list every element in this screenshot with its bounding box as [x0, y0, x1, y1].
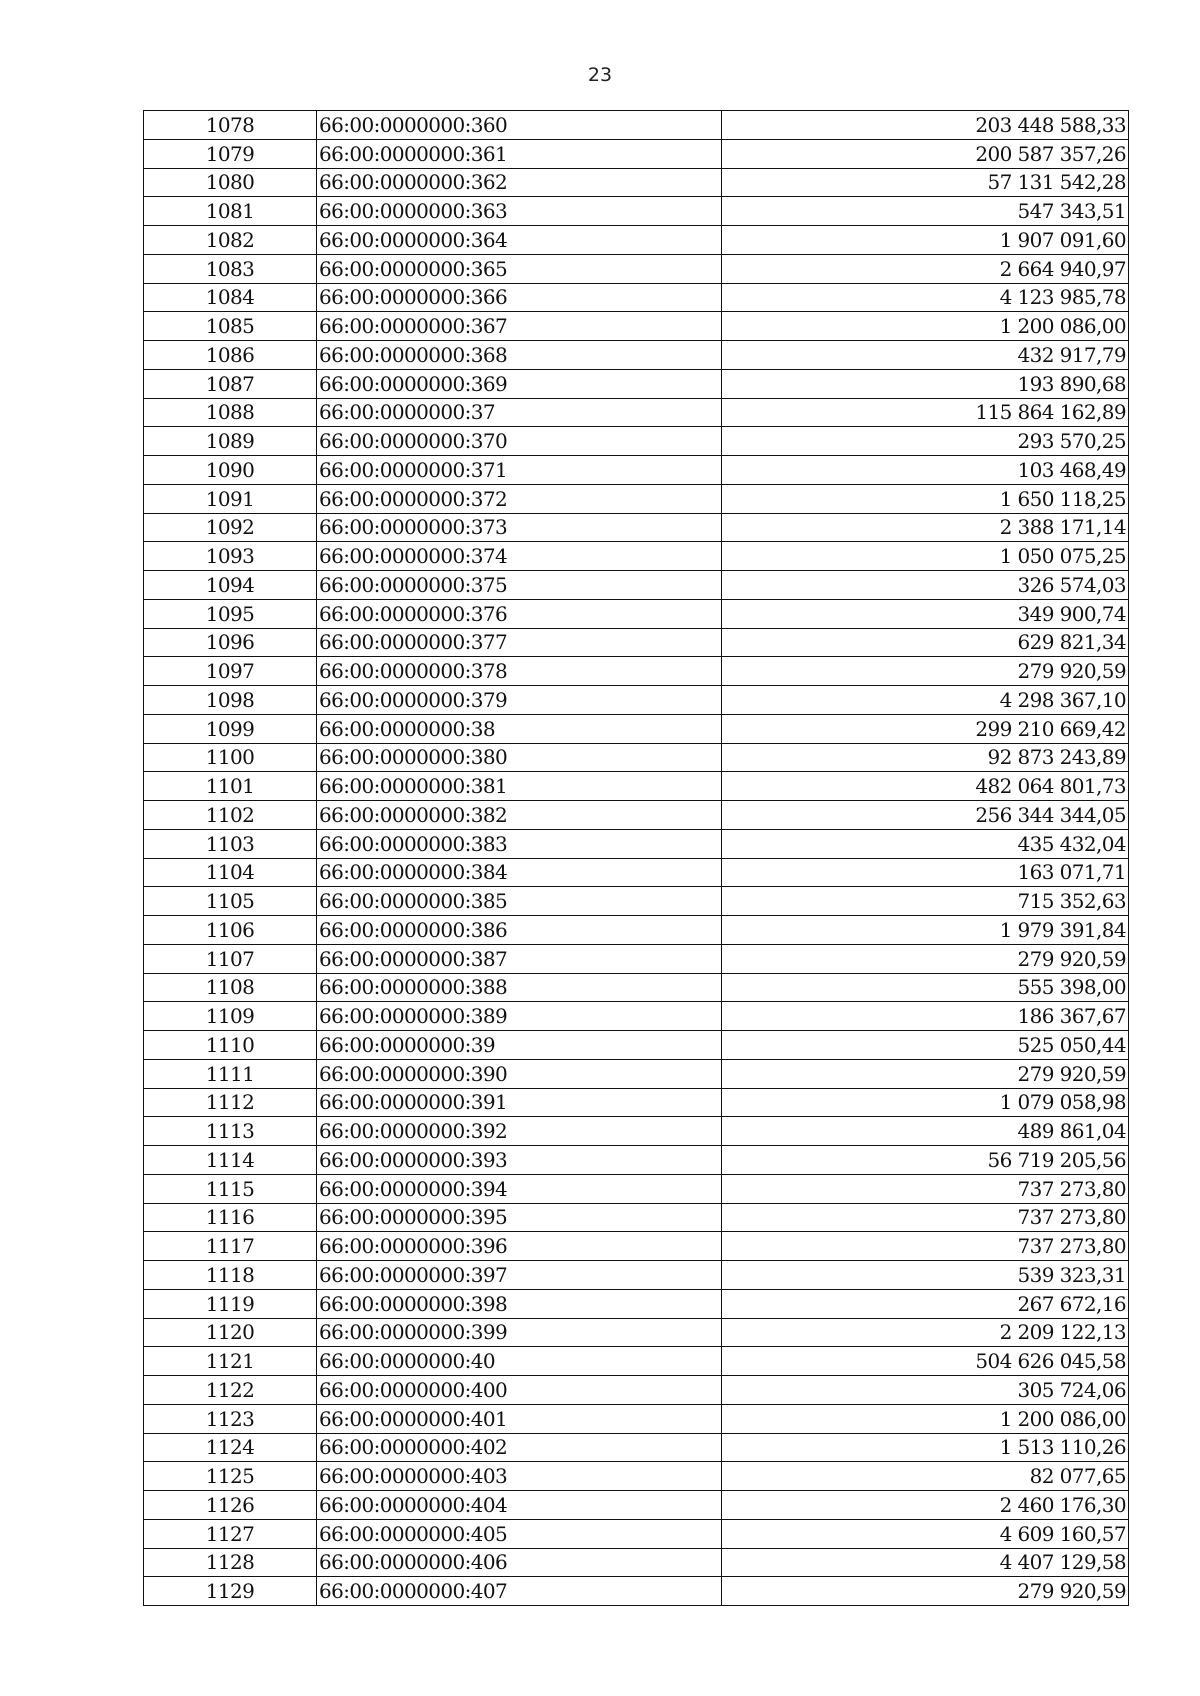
row-number-cell: 1128	[144, 1548, 317, 1577]
cadastral-value-cell: 2 209 122,13	[722, 1318, 1129, 1347]
row-number-cell: 1104	[144, 858, 317, 887]
cadastral-number-cell: 66:00:0000000:381	[317, 772, 722, 801]
cadastral-number-cell: 66:00:0000000:396	[317, 1232, 722, 1261]
cadastral-number-cell: 66:00:0000000:376	[317, 599, 722, 628]
cadastral-value-cell: 2 460 176,30	[722, 1491, 1129, 1520]
row-number-cell: 1123	[144, 1404, 317, 1433]
table-row	[144, 973, 1129, 1002]
cadastral-value-cell: 163 071,71	[722, 858, 1129, 887]
row-number-cell: 1126	[144, 1491, 317, 1520]
cadastral-value-cell: 92 873 243,89	[722, 743, 1129, 772]
row-number-cell: 1101	[144, 772, 317, 801]
cadastral-value-cell: 715 352,63	[722, 887, 1129, 916]
row-number-cell: 1117	[144, 1232, 317, 1261]
cadastral-number-cell: 66:00:0000000:403	[317, 1462, 722, 1491]
row-number-cell: 1087	[144, 369, 317, 398]
cadastral-value-cell: 1 200 086,00	[722, 312, 1129, 341]
cadastral-number-cell: 66:00:0000000:380	[317, 743, 722, 772]
cadastral-value-cell: 504 626 045,58	[722, 1347, 1129, 1376]
table-row	[144, 1548, 1129, 1577]
cadastral-value-cell: 305 724,06	[722, 1376, 1129, 1405]
row-number-cell: 1093	[144, 542, 317, 571]
row-number-cell: 1129	[144, 1577, 317, 1606]
cadastral-number-cell: 66:00:0000000:385	[317, 887, 722, 916]
cadastral-number-cell: 66:00:0000000:401	[317, 1404, 722, 1433]
cadastral-value-cell: 256 344 344,05	[722, 801, 1129, 830]
table-row	[144, 1203, 1129, 1232]
cadastral-number-cell: 66:00:0000000:372	[317, 484, 722, 513]
cadastral-number-cell: 66:00:0000000:405	[317, 1519, 722, 1548]
table-row	[144, 772, 1129, 801]
cadastral-value-cell: 115 864 162,89	[722, 398, 1129, 427]
table-row	[144, 1117, 1129, 1146]
table-row	[144, 1519, 1129, 1548]
row-number-cell: 1096	[144, 628, 317, 657]
row-number-cell: 1095	[144, 599, 317, 628]
cadastral-value-cell: 1 200 086,00	[722, 1404, 1129, 1433]
row-number-cell: 1107	[144, 944, 317, 973]
table-row	[144, 1289, 1129, 1318]
row-number-cell: 1111	[144, 1059, 317, 1088]
cadastral-number-cell: 66:00:0000000:393	[317, 1146, 722, 1175]
cadastral-number-cell: 66:00:0000000:360	[317, 111, 722, 140]
table-row	[144, 398, 1129, 427]
row-number-cell: 1082	[144, 226, 317, 255]
cadastral-value-cell: 737 273,80	[722, 1232, 1129, 1261]
cadastral-number-cell: 66:00:0000000:383	[317, 829, 722, 858]
row-number-cell: 1092	[144, 513, 317, 542]
table-row	[144, 801, 1129, 830]
table-row	[144, 1433, 1129, 1462]
cadastral-number-cell: 66:00:0000000:382	[317, 801, 722, 830]
row-number-cell: 1100	[144, 743, 317, 772]
cadastral-value-table	[143, 110, 1129, 1606]
cadastral-number-cell: 66:00:0000000:392	[317, 1117, 722, 1146]
row-number-cell: 1120	[144, 1318, 317, 1347]
cadastral-number-cell: 66:00:0000000:367	[317, 312, 722, 341]
row-number-cell: 1113	[144, 1117, 317, 1146]
cadastral-number-cell: 66:00:0000000:386	[317, 916, 722, 945]
cadastral-value-cell: 629 821,34	[722, 628, 1129, 657]
table-row	[144, 1261, 1129, 1290]
cadastral-number-cell: 66:00:0000000:404	[317, 1491, 722, 1520]
cadastral-number-cell: 66:00:0000000:391	[317, 1088, 722, 1117]
table-row	[144, 1031, 1129, 1060]
cadastral-value-cell: 203 448 588,33	[722, 111, 1129, 140]
cadastral-number-cell: 66:00:0000000:388	[317, 973, 722, 1002]
table-row	[144, 1232, 1129, 1261]
row-number-cell: 1084	[144, 283, 317, 312]
row-number-cell: 1121	[144, 1347, 317, 1376]
cadastral-number-cell: 66:00:0000000:374	[317, 542, 722, 571]
row-number-cell: 1124	[144, 1433, 317, 1462]
cadastral-number-cell: 66:00:0000000:402	[317, 1433, 722, 1462]
table-row	[144, 657, 1129, 686]
page-number: 23	[587, 64, 613, 86]
table-row	[144, 1318, 1129, 1347]
cadastral-number-cell: 66:00:0000000:37	[317, 398, 722, 427]
cadastral-number-cell: 66:00:0000000:361	[317, 139, 722, 168]
table-row	[144, 542, 1129, 571]
table-row	[144, 686, 1129, 715]
cadastral-number-cell: 66:00:0000000:387	[317, 944, 722, 973]
cadastral-value-cell: 2 664 940,97	[722, 254, 1129, 283]
table-row	[144, 1404, 1129, 1433]
cadastral-number-cell: 66:00:0000000:394	[317, 1174, 722, 1203]
row-number-cell: 1098	[144, 686, 317, 715]
table-row	[144, 513, 1129, 542]
cadastral-number-cell: 66:00:0000000:379	[317, 686, 722, 715]
cadastral-value-cell: 525 050,44	[722, 1031, 1129, 1060]
table-body	[144, 111, 1129, 1606]
cadastral-value-cell: 200 587 357,26	[722, 139, 1129, 168]
row-number-cell: 1103	[144, 829, 317, 858]
cadastral-value-cell: 349 900,74	[722, 599, 1129, 628]
row-number-cell: 1116	[144, 1203, 317, 1232]
table-row	[144, 1347, 1129, 1376]
row-number-cell: 1105	[144, 887, 317, 916]
table-row	[144, 197, 1129, 226]
row-number-cell: 1078	[144, 111, 317, 140]
row-number-cell: 1110	[144, 1031, 317, 1060]
cadastral-number-cell: 66:00:0000000:378	[317, 657, 722, 686]
cadastral-number-cell: 66:00:0000000:390	[317, 1059, 722, 1088]
row-number-cell: 1086	[144, 341, 317, 370]
cadastral-value-cell: 267 672,16	[722, 1289, 1129, 1318]
cadastral-number-cell: 66:00:0000000:395	[317, 1203, 722, 1232]
cadastral-number-cell: 66:00:0000000:371	[317, 456, 722, 485]
cadastral-value-cell: 737 273,80	[722, 1174, 1129, 1203]
row-number-cell: 1106	[144, 916, 317, 945]
row-number-cell: 1115	[144, 1174, 317, 1203]
table-row	[144, 858, 1129, 887]
row-number-cell: 1099	[144, 714, 317, 743]
cadastral-value-cell: 1 979 391,84	[722, 916, 1129, 945]
cadastral-number-cell: 66:00:0000000:38	[317, 714, 722, 743]
cadastral-number-cell: 66:00:0000000:368	[317, 341, 722, 370]
cadastral-number-cell: 66:00:0000000:398	[317, 1289, 722, 1318]
table-row	[144, 829, 1129, 858]
cadastral-value-cell: 4 123 985,78	[722, 283, 1129, 312]
cadastral-value-cell: 193 890,68	[722, 369, 1129, 398]
cadastral-value-cell: 293 570,25	[722, 427, 1129, 456]
cadastral-value-cell: 82 077,65	[722, 1462, 1129, 1491]
cadastral-number-cell: 66:00:0000000:364	[317, 226, 722, 255]
cadastral-number-cell: 66:00:0000000:399	[317, 1318, 722, 1347]
cadastral-number-cell: 66:00:0000000:370	[317, 427, 722, 456]
table-row	[144, 1577, 1129, 1606]
table-row	[144, 628, 1129, 657]
table-row	[144, 1462, 1129, 1491]
table-row	[144, 916, 1129, 945]
cadastral-value-cell: 1 050 075,25	[722, 542, 1129, 571]
row-number-cell: 1088	[144, 398, 317, 427]
cadastral-number-cell: 66:00:0000000:377	[317, 628, 722, 657]
cadastral-value-cell: 1 650 118,25	[722, 484, 1129, 513]
row-number-cell: 1127	[144, 1519, 317, 1548]
cadastral-number-cell: 66:00:0000000:366	[317, 283, 722, 312]
cadastral-number-cell: 66:00:0000000:365	[317, 254, 722, 283]
row-number-cell: 1091	[144, 484, 317, 513]
row-number-cell: 1119	[144, 1289, 317, 1318]
table-row	[144, 341, 1129, 370]
row-number-cell: 1090	[144, 456, 317, 485]
cadastral-value-cell: 103 468,49	[722, 456, 1129, 485]
cadastral-value-cell: 737 273,80	[722, 1203, 1129, 1232]
table-row	[144, 1491, 1129, 1520]
table-row	[144, 427, 1129, 456]
cadastral-number-cell: 66:00:0000000:363	[317, 197, 722, 226]
table-row	[144, 743, 1129, 772]
cadastral-value-cell: 279 920,59	[722, 944, 1129, 973]
table-row	[144, 1088, 1129, 1117]
cadastral-number-cell: 66:00:0000000:397	[317, 1261, 722, 1290]
row-number-cell: 1081	[144, 197, 317, 226]
row-number-cell: 1083	[144, 254, 317, 283]
cadastral-value-cell: 489 861,04	[722, 1117, 1129, 1146]
cadastral-value-cell: 279 920,59	[722, 1059, 1129, 1088]
row-number-cell: 1080	[144, 168, 317, 197]
cadastral-value-cell: 555 398,00	[722, 973, 1129, 1002]
table-row	[144, 111, 1129, 140]
cadastral-value-cell: 1 079 058,98	[722, 1088, 1129, 1117]
cadastral-number-cell: 66:00:0000000:39	[317, 1031, 722, 1060]
row-number-cell: 1097	[144, 657, 317, 686]
table-row	[144, 1002, 1129, 1031]
cadastral-value-cell: 4 407 129,58	[722, 1548, 1129, 1577]
table-row	[144, 1174, 1129, 1203]
cadastral-value-cell: 57 131 542,28	[722, 168, 1129, 197]
table-row	[144, 599, 1129, 628]
table-row	[144, 139, 1129, 168]
cadastral-number-cell: 66:00:0000000:40	[317, 1347, 722, 1376]
table-row	[144, 456, 1129, 485]
table-row	[144, 887, 1129, 916]
table-row	[144, 1059, 1129, 1088]
cadastral-value-cell: 1 907 091,60	[722, 226, 1129, 255]
table-row	[144, 944, 1129, 973]
row-number-cell: 1122	[144, 1376, 317, 1405]
table-row	[144, 369, 1129, 398]
cadastral-value-cell: 1 513 110,26	[722, 1433, 1129, 1462]
table-row	[144, 254, 1129, 283]
cadastral-value-cell: 279 920,59	[722, 657, 1129, 686]
row-number-cell: 1118	[144, 1261, 317, 1290]
cadastral-number-cell: 66:00:0000000:406	[317, 1548, 722, 1577]
table-row	[144, 1376, 1129, 1405]
row-number-cell: 1109	[144, 1002, 317, 1031]
cadastral-number-cell: 66:00:0000000:384	[317, 858, 722, 887]
cadastral-value-cell: 539 323,31	[722, 1261, 1129, 1290]
cadastral-value-cell: 299 210 669,42	[722, 714, 1129, 743]
table-row	[144, 1146, 1129, 1175]
cadastral-value-cell: 432 917,79	[722, 341, 1129, 370]
cadastral-value-cell: 2 388 171,14	[722, 513, 1129, 542]
cadastral-number-cell: 66:00:0000000:375	[317, 571, 722, 600]
cadastral-value-cell: 186 367,67	[722, 1002, 1129, 1031]
cadastral-value-cell: 482 064 801,73	[722, 772, 1129, 801]
table-row	[144, 571, 1129, 600]
row-number-cell: 1085	[144, 312, 317, 341]
row-number-cell: 1094	[144, 571, 317, 600]
cadastral-value-cell: 4 609 160,57	[722, 1519, 1129, 1548]
cadastral-number-cell: 66:00:0000000:389	[317, 1002, 722, 1031]
row-number-cell: 1108	[144, 973, 317, 1002]
cadastral-number-cell: 66:00:0000000:373	[317, 513, 722, 542]
table-row	[144, 312, 1129, 341]
row-number-cell: 1114	[144, 1146, 317, 1175]
table-row	[144, 484, 1129, 513]
cadastral-value-cell: 4 298 367,10	[722, 686, 1129, 715]
cadastral-number-cell: 66:00:0000000:362	[317, 168, 722, 197]
cadastral-number-cell: 66:00:0000000:407	[317, 1577, 722, 1606]
cadastral-number-cell: 66:00:0000000:400	[317, 1376, 722, 1405]
cadastral-value-cell: 435 432,04	[722, 829, 1129, 858]
cadastral-value-cell: 279 920,59	[722, 1577, 1129, 1606]
row-number-cell: 1112	[144, 1088, 317, 1117]
cadastral-value-cell: 547 343,51	[722, 197, 1129, 226]
row-number-cell: 1102	[144, 801, 317, 830]
row-number-cell: 1079	[144, 139, 317, 168]
cadastral-value-cell: 326 574,03	[722, 571, 1129, 600]
cadastral-number-cell: 66:00:0000000:369	[317, 369, 722, 398]
table-row	[144, 168, 1129, 197]
row-number-cell: 1125	[144, 1462, 317, 1491]
row-number-cell: 1089	[144, 427, 317, 456]
cadastral-value-cell: 56 719 205,56	[722, 1146, 1129, 1175]
table-row	[144, 226, 1129, 255]
table-row	[144, 283, 1129, 312]
table-row	[144, 714, 1129, 743]
